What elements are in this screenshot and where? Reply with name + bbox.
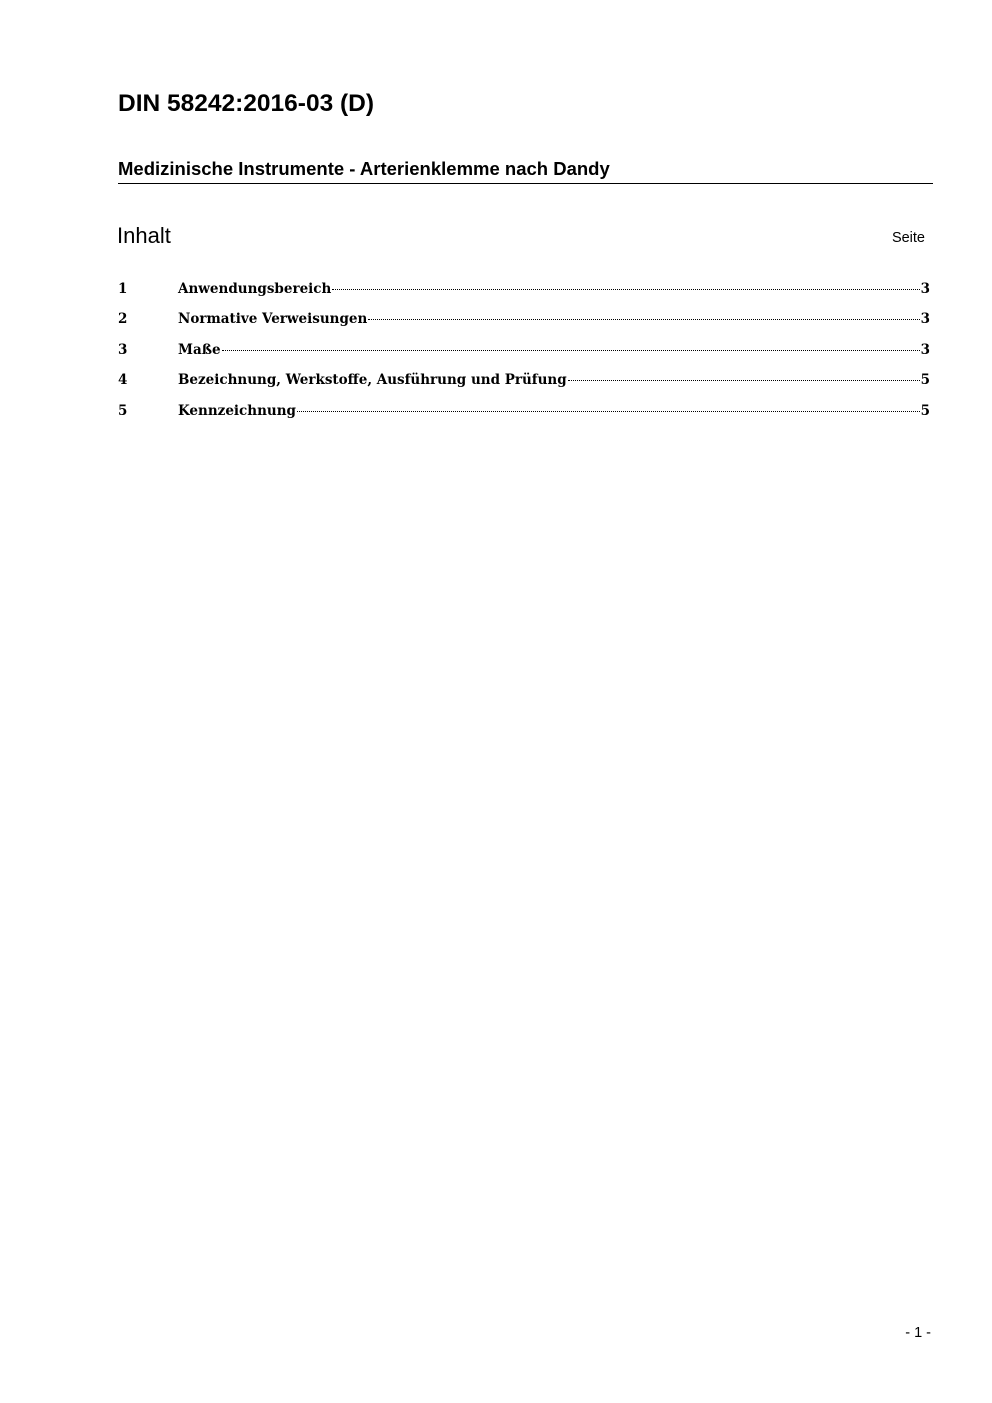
toc-entry-page: 3 <box>920 311 930 328</box>
toc-dot-leader <box>222 350 920 351</box>
page-number: - 1 - <box>905 1325 931 1341</box>
toc-entry-masse[interactable] <box>118 339 930 369</box>
toc-entry-label: Anwendungsbereich <box>178 281 332 297</box>
toc-entry-label: Normative Verweisungen <box>178 311 368 328</box>
toc-dot-leader <box>568 380 920 381</box>
toc-entry-number: 2 <box>118 311 128 328</box>
toc-entry-number: 5 <box>118 402 128 419</box>
toc-entry-label: Bezeichnung, Werkstoffe, Ausführung und Prüfung <box>178 372 567 389</box>
toc-page-column-header: Seite <box>891 230 925 246</box>
toc-entry-label: Maße <box>178 341 221 358</box>
document-subtitle: Medizinische Instrumente - Arterienklemme nach Dandy <box>118 157 933 184</box>
toc-entry-normative-verweisungen[interactable] <box>118 308 930 338</box>
table-of-contents <box>118 278 930 430</box>
document-title: DIN 58242:2016-03 (D) <box>118 90 375 117</box>
toc-entry-page: 5 <box>920 402 930 419</box>
toc-entry-bezeichnung[interactable] <box>118 369 930 399</box>
toc-dot-leader <box>297 411 920 412</box>
toc-entry-anwendungsbereich[interactable] <box>118 278 930 308</box>
toc-entry-page: 3 <box>920 341 930 358</box>
toc-entry-label: Kennzeichnung <box>178 402 296 419</box>
toc-dot-leader <box>368 319 919 320</box>
toc-entry-number: 4 <box>118 372 128 389</box>
toc-heading: Inhalt <box>117 223 171 248</box>
toc-dot-leader <box>332 289 919 290</box>
toc-entry-number: 1 <box>118 281 128 297</box>
toc-entry-page: 3 <box>920 281 930 297</box>
toc-entry-page: 5 <box>920 372 930 389</box>
toc-entry-kennzeichnung[interactable] <box>118 400 930 430</box>
toc-entry-number: 3 <box>118 341 128 358</box>
